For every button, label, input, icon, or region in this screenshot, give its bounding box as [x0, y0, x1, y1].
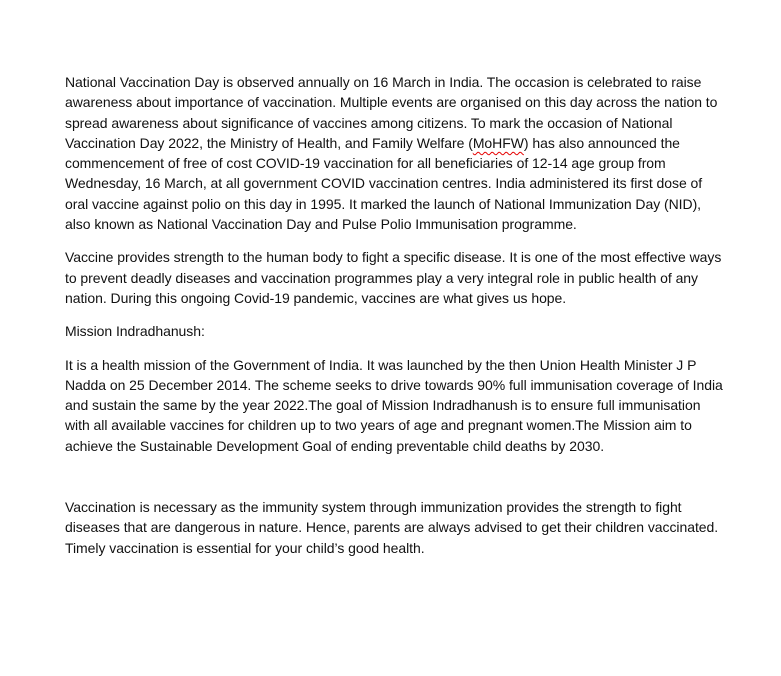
document-text-body [65, 72, 723, 558]
paragraph-vaccination-necessary: Vaccination is necessary as the immunity system through immunization provides the strength to fight diseases that are dangerous in nature. Hence, parents are always advised to get their children vaccinated. Timely vaccination is essential for your child’s good health. [65, 499, 719, 556]
paragraph-mission-details: It is a health mission of the Government of India. It was launched by the then Union Health Minister J P Nadda on 25 December 2014. The scheme seeks to drive towards 90% full immunisation coverage of India and sustain the same by the year 2022.The goal of Mission Indradhanush is to ensure full immunisation with all available vaccines for children up to two years of age and pregnant women.The Mission aim to achieve the Sustainable Development Goal of ending preventable child deaths by 2030. [65, 356, 723, 454]
paragraph-mission-indradhanush-heading: Mission Indradhanush: [65, 323, 205, 340]
paragraph-text: National Vaccination Day is observed annually on 16 March in India. The occasion is celebrated to raise awareness about importance of vaccination. Multiple events are organised on this day across the nation to spread awareness about significance of vaccines among citizens. To mark the occasion of National Vaccination Day 2022, the Ministry of Health, and Family Welfare ( [65, 74, 718, 151]
paragraph-text: ) has also announced the commencement of free of cost COVID-19 vaccination for all beneficiaries of 12-14 age group from Wednesday, 16 March, at all government COVID vaccination centres. India administered its first dose of oral vaccine against polio on this day in 1995. It marked the launch of National Immunization Day (NID), also known as National Vaccination Day and Pulse Polio Immunisation programme. [65, 134, 703, 233]
paragraph-national-vaccination-day [65, 72, 723, 234]
misspelled-word-mohfw: MoHFW [472, 134, 524, 151]
paragraph-vaccine-strength: Vaccine provides strength to the human body to fight a specific disease. It is one of the most effective ways to prevent deadly diseases and vaccination programmes play a very integral role in public health of any nation. During this ongoing Covid-19 pandemic, vaccines are what gives us hope. [65, 249, 722, 306]
